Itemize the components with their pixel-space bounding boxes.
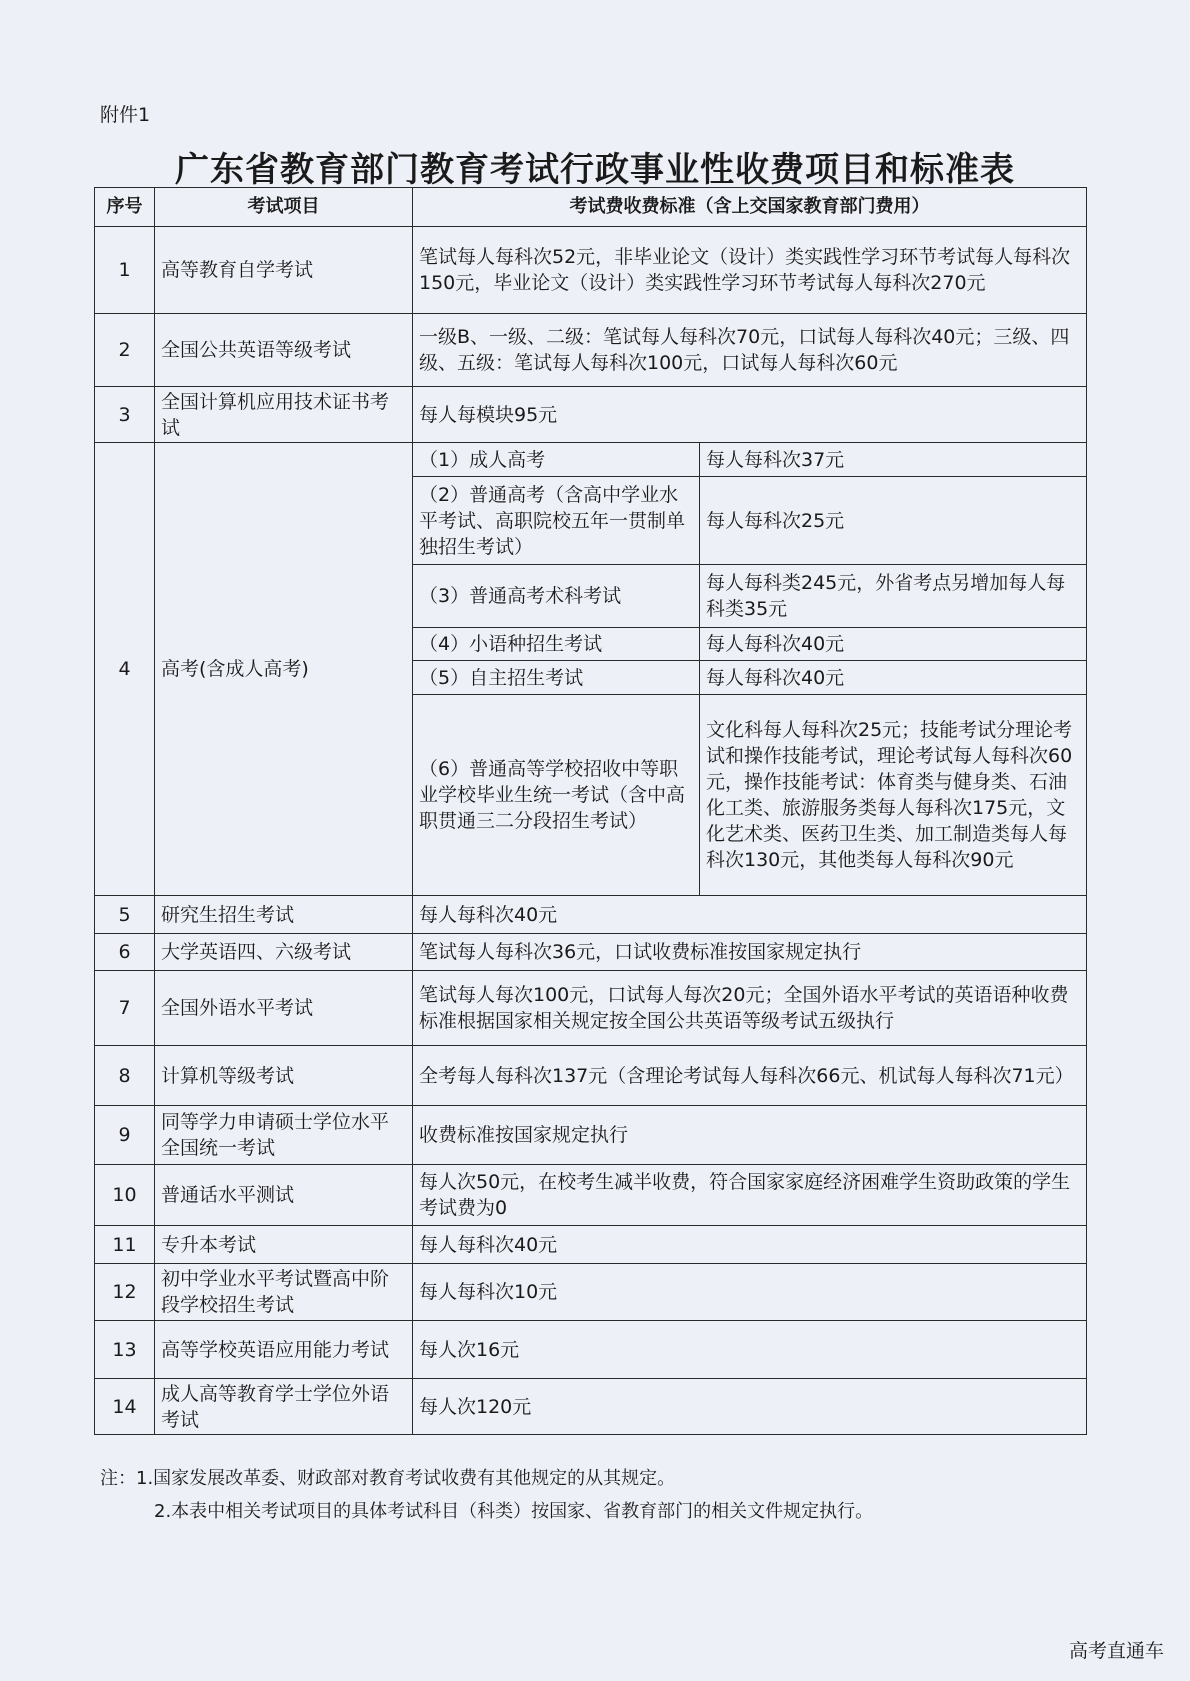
- header-item: 考试项目: [155, 188, 413, 227]
- fee-standard: 每人每科次10元: [413, 1264, 1087, 1321]
- table-row: [95, 1226, 1087, 1264]
- notes: [100, 1462, 873, 1528]
- fee-standard: 每人次50元，在校考生减半收费，符合国家家庭经济困难学生资助政策的学生考试费为0: [413, 1165, 1087, 1226]
- row-number: 4: [95, 443, 155, 896]
- table-header-row: [95, 188, 1087, 227]
- exam-item: 普通话水平测试: [155, 1165, 413, 1226]
- exam-item: 全国公共英语等级考试: [155, 314, 413, 387]
- row-number: 9: [95, 1106, 155, 1165]
- sub-exam-item: （4）小语种招生考试: [413, 628, 700, 661]
- header-standard: 考试费收费标准（含上交国家教育部门费用）: [413, 188, 1087, 227]
- sub-exam-item: （3）普通高考术科考试: [413, 565, 700, 628]
- fee-standard: 每人每科次40元: [413, 896, 1087, 934]
- exam-item: 研究生招生考试: [155, 896, 413, 934]
- row-number: 14: [95, 1379, 155, 1435]
- fee-standard: 每人每模块95元: [413, 387, 1087, 443]
- sub-fee-standard: 每人每科次37元: [700, 443, 1087, 477]
- table-row: [95, 227, 1087, 314]
- exam-item: 高等学校英语应用能力考试: [155, 1321, 413, 1379]
- fee-table: [94, 187, 1087, 1435]
- exam-item: 成人高等教育学士学位外语考试: [155, 1379, 413, 1435]
- sub-exam-item: （6）普通高等学校招收中等职业学校毕业生统一考试（含中高职贯通三二分段招生考试）: [413, 695, 700, 896]
- row-number: 7: [95, 971, 155, 1046]
- sub-fee-standard: 每人每科类245元，外省考点另增加每人每科类35元: [700, 565, 1087, 628]
- table-row: [95, 934, 1087, 971]
- sub-fee-standard: 每人每科次25元: [700, 477, 1087, 565]
- row-number: 6: [95, 934, 155, 971]
- note-1: 注：1.国家发展改革委、财政部对教育考试收费有其他规定的从其规定。: [100, 1468, 676, 1489]
- exam-item: 专升本考试: [155, 1226, 413, 1264]
- sub-fee-standard: 每人每科次40元: [700, 661, 1087, 695]
- sub-exam-item: （1）成人高考: [413, 443, 700, 477]
- sub-exam-item: （2）普通高考（含高中学业水平考试、高职院校五年一贯制单独招生考试）: [413, 477, 700, 565]
- exam-item: 大学英语四、六级考试: [155, 934, 413, 971]
- row-number: 8: [95, 1046, 155, 1106]
- table-row: [95, 1106, 1087, 1165]
- fee-standard: 每人次16元: [413, 1321, 1087, 1379]
- row-number: 3: [95, 387, 155, 443]
- table-row: [95, 443, 1087, 477]
- sub-exam-item: （5）自主招生考试: [413, 661, 700, 695]
- header-no: 序号: [95, 188, 155, 227]
- note-2: 2.本表中相关考试项目的具体考试科目（科类）按国家、省教育部门的相关文件规定执行。: [154, 1501, 874, 1522]
- table-row: [95, 1264, 1087, 1321]
- fee-standard: 一级B、一级、二级：笔试每人每科次70元，口试每人每科次40元；三级、四级、五级：笔试每人每科次100元，口试每人每科次60元: [413, 314, 1087, 387]
- exam-item: 高等教育自学考试: [155, 227, 413, 314]
- sub-fee-standard: 文化科每人每科次25元；技能考试分理论考试和操作技能考试，理论考试每人每科次60元，操作技能考试：体育类与健身类、石油化工类、旅游服务类每人每科次175元，文化艺术类、医药卫生类、加工制造类每人每科次130元，其他类每人每科次90元: [700, 695, 1087, 896]
- row-number: 12: [95, 1264, 155, 1321]
- row-number: 2: [95, 314, 155, 387]
- row-number: 10: [95, 1165, 155, 1226]
- exam-item: 全国外语水平考试: [155, 971, 413, 1046]
- exam-item: 同等学力申请硕士学位水平全国统一考试: [155, 1106, 413, 1165]
- table-row: [95, 896, 1087, 934]
- fee-standard: 笔试每人每科次52元，非毕业论文（设计）类实践性学习环节考试每人每科次150元，毕业论文（设计）类实践性学习环节考试每人每科次270元: [413, 227, 1087, 314]
- fee-standard: 全考每人每科次137元（含理论考试每人每科次66元、机试每人每科次71元）: [413, 1046, 1087, 1106]
- row-number: 5: [95, 896, 155, 934]
- table-row: [95, 387, 1087, 443]
- fee-standard: 笔试每人每次100元，口试每人每次20元；全国外语水平考试的英语语种收费标准根据国家相关规定按全国公共英语等级考试五级执行: [413, 971, 1087, 1046]
- row-number: 1: [95, 227, 155, 314]
- table-row: [95, 1321, 1087, 1379]
- sub-fee-standard: 每人每科次40元: [700, 628, 1087, 661]
- table-row: [95, 1379, 1087, 1435]
- table-row: [95, 314, 1087, 387]
- fee-standard: 每人次120元: [413, 1379, 1087, 1435]
- exam-item: 全国计算机应用技术证书考试: [155, 387, 413, 443]
- document-title: 广东省教育部门教育考试行政事业性收费项目和标准表: [175, 150, 1015, 190]
- table-row: [95, 1046, 1087, 1106]
- table-row: [95, 1165, 1087, 1226]
- exam-item: 计算机等级考试: [155, 1046, 413, 1106]
- exam-item: 高考(含成人高考): [155, 443, 413, 896]
- attachment-label: 附件1: [100, 104, 151, 126]
- exam-item: 初中学业水平考试暨高中阶段学校招生考试: [155, 1264, 413, 1321]
- fee-standard: 笔试每人每科次36元，口试收费标准按国家规定执行: [413, 934, 1087, 971]
- watermark: 高考直通车: [1068, 1640, 1164, 1662]
- fee-standard: 收费标准按国家规定执行: [413, 1106, 1087, 1165]
- fee-standard: 每人每科次40元: [413, 1226, 1087, 1264]
- table-row: [95, 971, 1087, 1046]
- row-number: 13: [95, 1321, 155, 1379]
- row-number: 11: [95, 1226, 155, 1264]
